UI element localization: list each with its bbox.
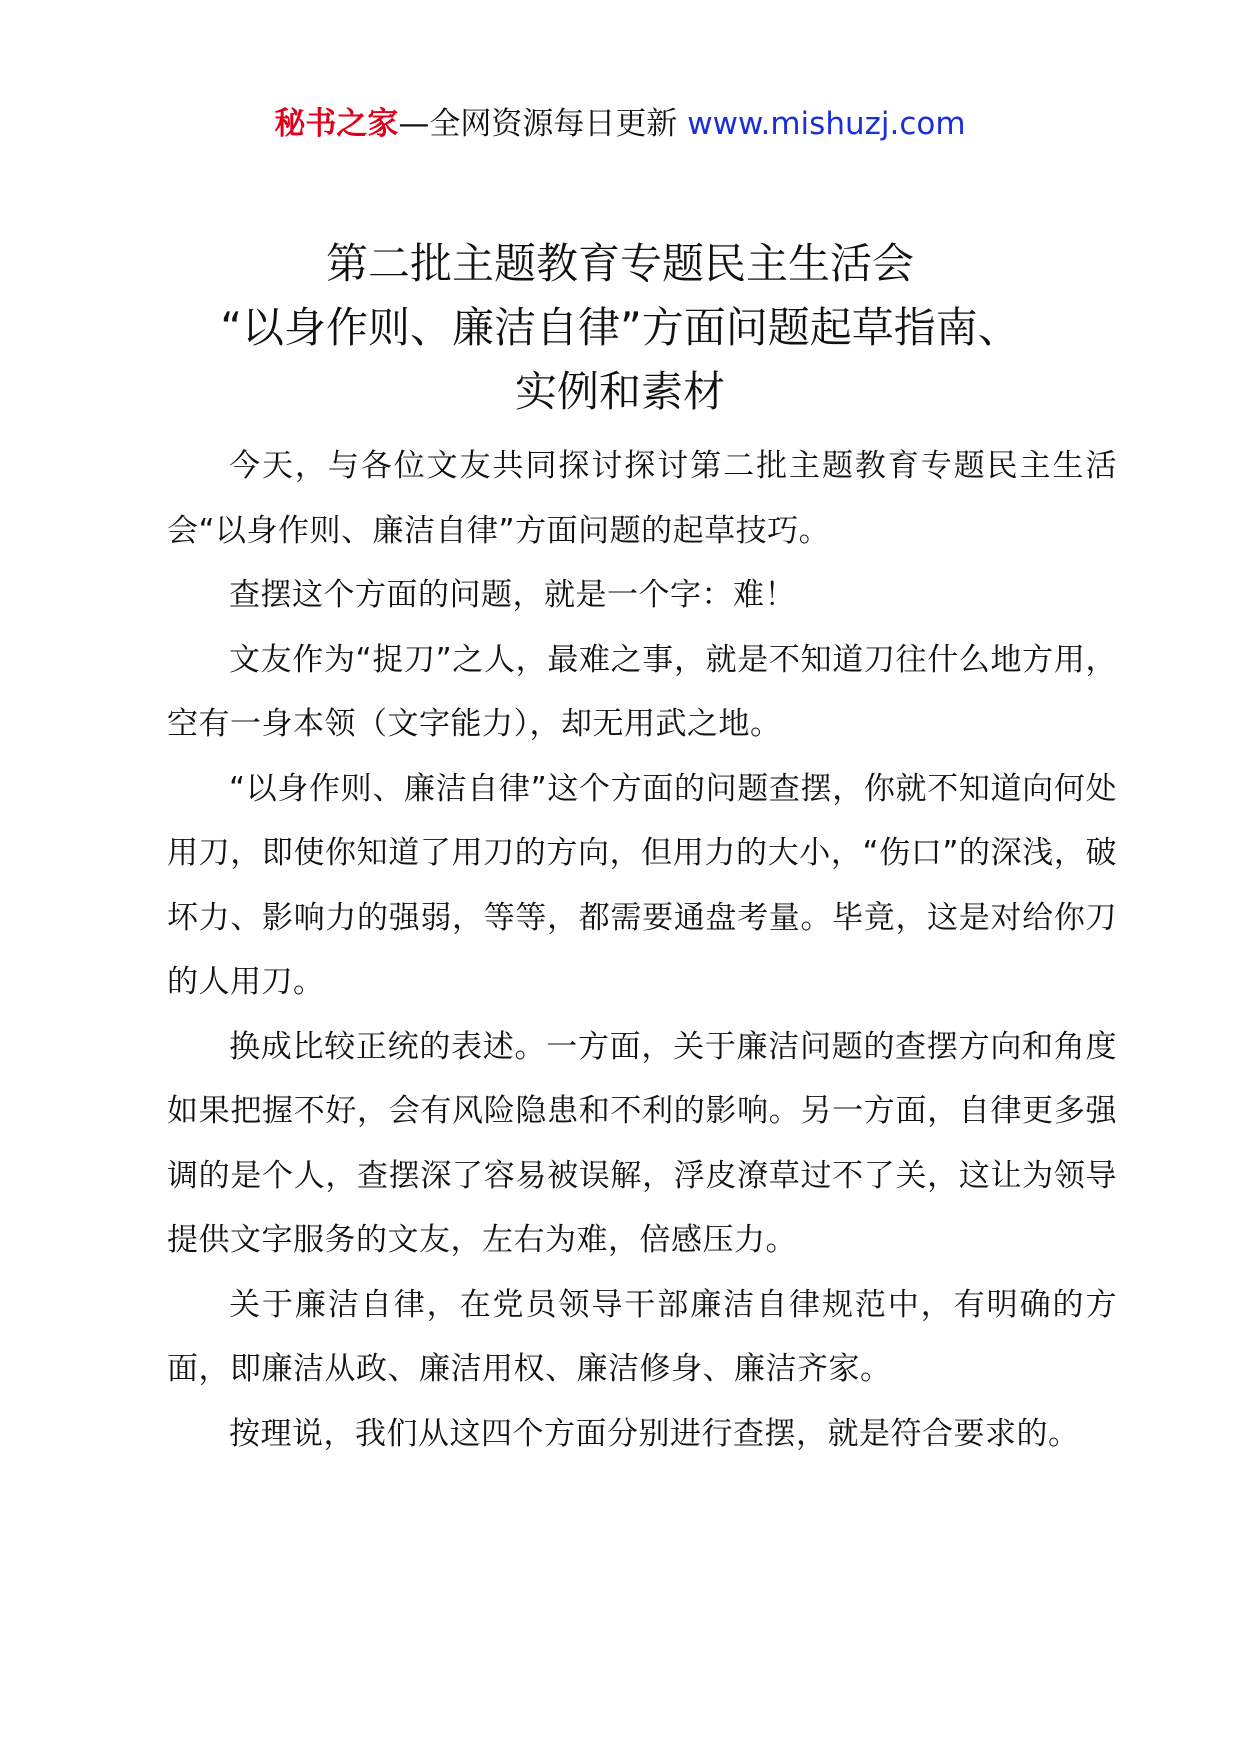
paragraph-knife: “以身作则、廉洁自律”这个方面的问题查摆，你就不知道向何处用刀，即使你知道了用刀的方向，但用力的大小，“伤口”的深浅，破坏力、影响力的强弱，等等，都需要通盘考量。毕竟，这是对给你刀的人用刀。	[167, 770, 1117, 1000]
document-title	[120, 232, 1120, 424]
title-line-3: 实例和素材	[514, 367, 725, 416]
paragraph-formal-statement: 换成比较正统的表述。一方面，关于廉洁问题的查摆方向和角度如果把握不好，会有风险隐患和不利的影响。另一方面，自律更多强调的是个人，查摆深了容易被误解，浮皮潦草过不了关，这让为领导提供文字服务的文友，左右为难，倍感压力。	[167, 1028, 1117, 1258]
paragraph-ghostwriter: 文友作为“捉刀”之人，最难之事，就是不知道刀往什么地方用，空有一身本领（文字能力），却无用武之地。	[167, 641, 1117, 742]
site-name: 秘书之家	[274, 106, 399, 142]
paragraph-difficulty: 查摆这个方面的问题，就是一个字：难！	[229, 577, 796, 613]
site-header	[0, 100, 1240, 148]
paragraph-integrity-norms: 关于廉洁自律，在党员领导干部廉洁自律规范中，有明确的方面，即廉洁从政、廉洁用权、廉洁修身、廉洁齐家。	[167, 1286, 1117, 1387]
title-line-2: “以身作则、廉洁自律”方面问题起草指南、	[220, 303, 1020, 352]
paragraph-conclusion: 按理说，我们从这四个方面分别进行查摆，就是符合要求的。	[229, 1415, 1080, 1452]
site-slogan: —全网资源每日更新	[398, 106, 688, 142]
title-line-1: 第二批主题教育专题民主生活会	[325, 239, 914, 288]
document-body	[167, 434, 1117, 1466]
site-url-link[interactable]: www.mishuzj.com	[687, 106, 966, 142]
paragraph-intro: 今天，与各位文友共同探讨探讨第二批主题教育专题民主生活会“以身作则、廉洁自律”方面问题的起草技巧。	[167, 448, 1117, 549]
